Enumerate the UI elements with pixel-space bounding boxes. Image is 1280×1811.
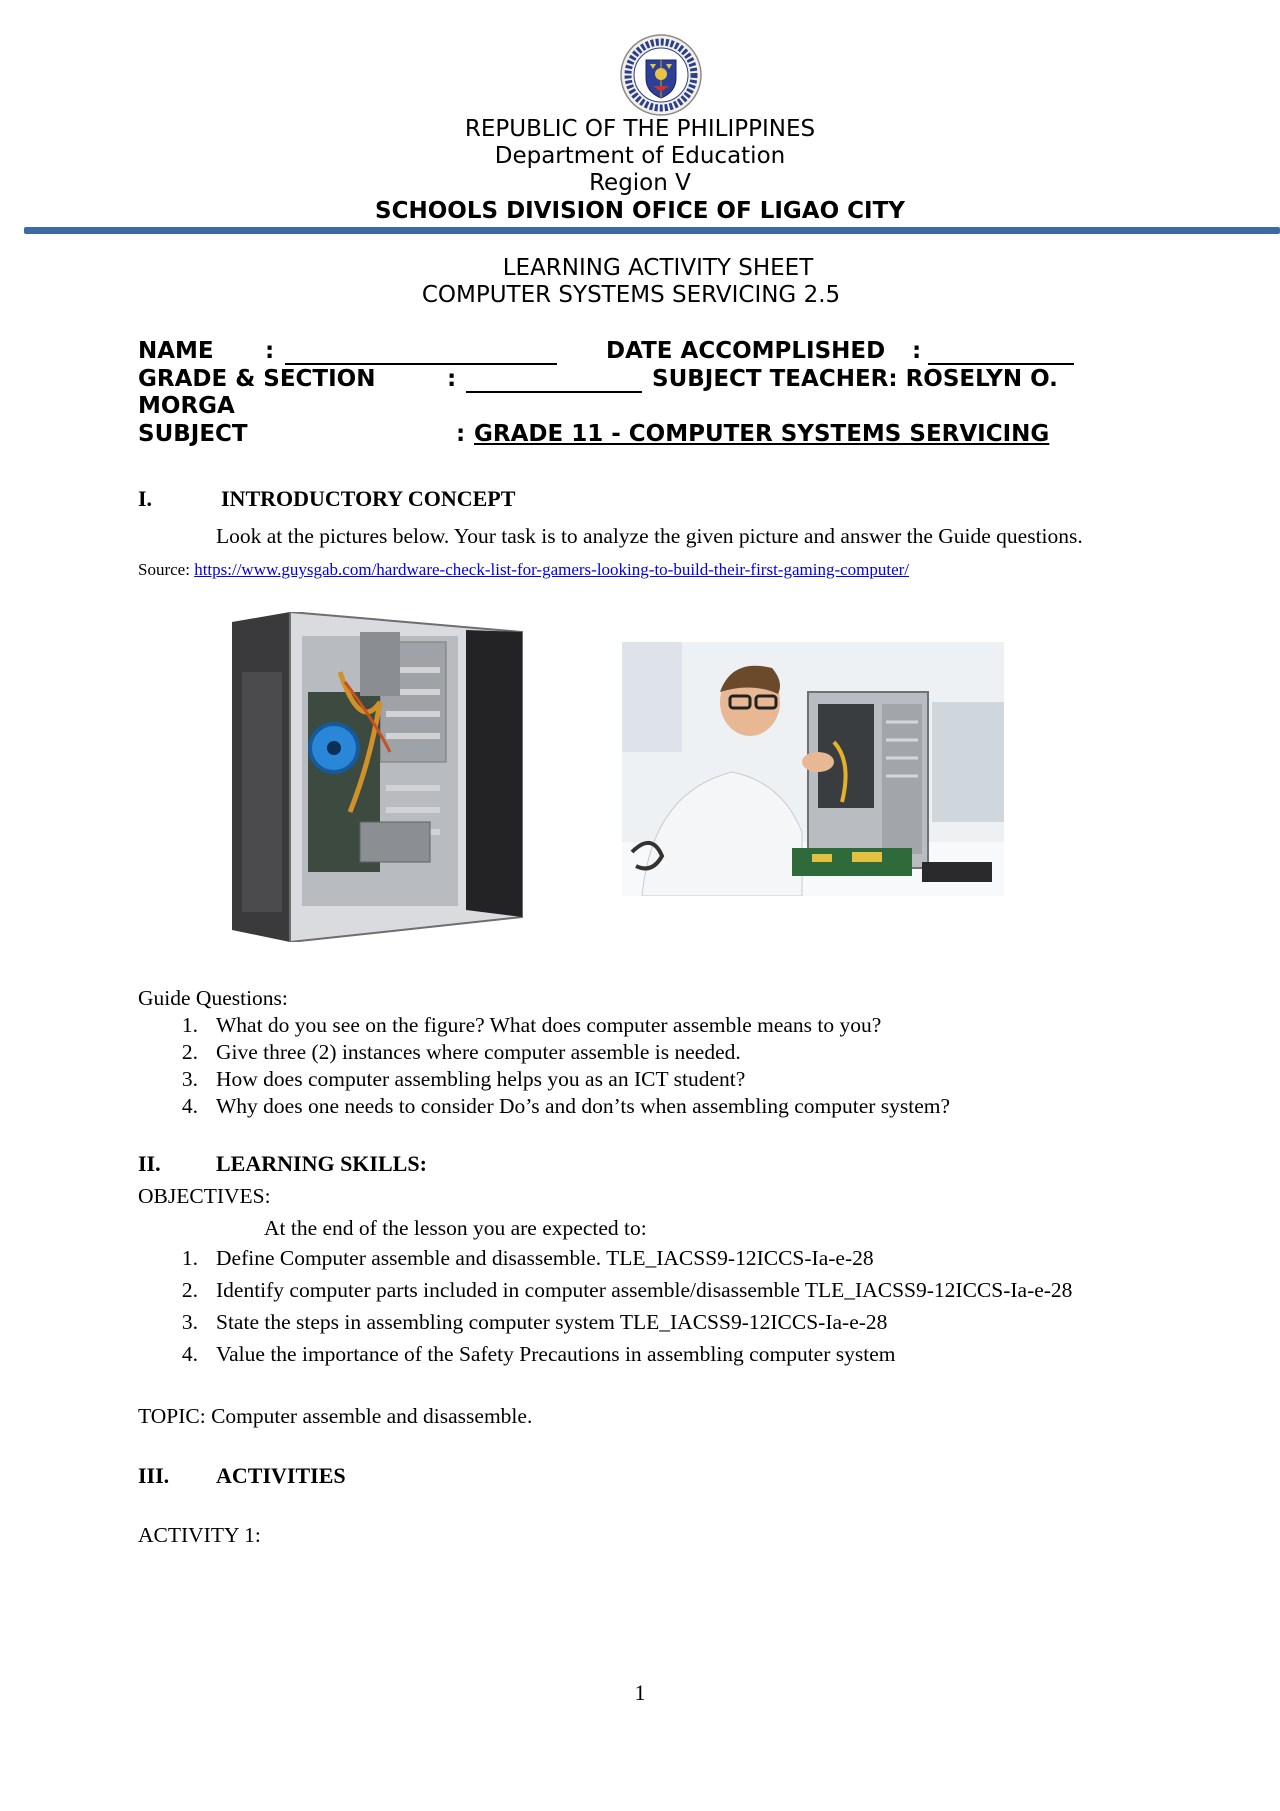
teacher-name-cont: MORGA bbox=[138, 393, 235, 419]
section1-number: I. bbox=[138, 486, 153, 511]
list-item-number: 4. bbox=[181, 1342, 198, 1366]
list-item-number: 1. bbox=[181, 1246, 198, 1270]
source-label: Source: bbox=[138, 560, 195, 579]
date-colon: : bbox=[912, 338, 922, 364]
list-item bbox=[158, 1066, 1158, 1093]
list-item bbox=[158, 1093, 1158, 1120]
list-item-number: 3. bbox=[181, 1310, 198, 1334]
header-department: Department of Education bbox=[494, 143, 786, 169]
objectives-label: OBJECTIVES: bbox=[138, 1184, 271, 1208]
section1-intro: Look at the pictures below. Your task is to analyze the given picture and answer the Guide questions. bbox=[216, 524, 1083, 548]
subject-value: GRADE 11 - COMPUTER SYSTEMS SERVICING bbox=[474, 421, 1050, 447]
list-item bbox=[158, 1341, 1158, 1368]
list-item-number: 4. bbox=[181, 1094, 198, 1118]
list-item-text: What do you see on the figure? What does computer assemble means to you? bbox=[216, 1013, 882, 1037]
list-item-text: Give three (2) instances where computer assemble is needed. bbox=[216, 1040, 741, 1064]
section1-title: INTRODUCTORY CONCEPT bbox=[221, 486, 516, 511]
list-item bbox=[158, 1309, 1158, 1336]
header-division: SCHOOLS DIVISION OFICE OF LIGAO CITY bbox=[375, 198, 905, 224]
page-number: 1 bbox=[634, 1680, 646, 1705]
section3-title: ACTIVITIES bbox=[216, 1463, 346, 1488]
list-item-text: State the steps in assembling computer system TLE_IACSS9-12ICCS-Ia-e-28 bbox=[216, 1310, 888, 1334]
subject-colon: : bbox=[456, 421, 466, 447]
list-item bbox=[158, 1039, 1158, 1066]
sheet-title: LEARNING ACTIVITY SHEET bbox=[502, 255, 814, 281]
list-item-number: 1. bbox=[181, 1013, 198, 1037]
activity1-label: ACTIVITY 1: bbox=[138, 1523, 261, 1547]
list-item-number: 2. bbox=[181, 1040, 198, 1064]
grade-colon: : bbox=[447, 366, 457, 392]
list-item-number: 2. bbox=[181, 1278, 198, 1302]
subject-label: SUBJECT bbox=[138, 421, 248, 447]
header-rule bbox=[24, 227, 1280, 234]
section3-number: III. bbox=[138, 1463, 170, 1488]
list-item bbox=[158, 1277, 1158, 1304]
list-item-text: How does computer assembling helps you as an ICT student? bbox=[216, 1067, 746, 1091]
header-region: Region V bbox=[589, 170, 691, 196]
list-item-text: Define Computer assemble and disassemble. TLE_IACSS9-12ICCS-Ia-e-28 bbox=[216, 1246, 874, 1270]
teacher-label: SUBJECT TEACHER: ROSELYN O. bbox=[652, 366, 1058, 392]
section2-number: II. bbox=[138, 1151, 161, 1176]
objectives-intro: At the end of the lesson you are expected to: bbox=[264, 1216, 647, 1240]
source-line bbox=[138, 560, 909, 580]
list-item-text: Why does one needs to consider Do’s and don’ts when assembling computer system? bbox=[216, 1094, 951, 1118]
computer-case-photo bbox=[230, 612, 530, 942]
list-item-text: Value the importance of the Safety Precautions in assembling computer system bbox=[216, 1342, 896, 1366]
header-republic: REPUBLIC OF THE PHILIPPINES bbox=[464, 116, 816, 142]
deped-seal-icon bbox=[620, 34, 702, 116]
grade-label: GRADE & SECTION bbox=[138, 366, 376, 392]
grade-blank[interactable] bbox=[466, 373, 642, 393]
technician-assembling-pc-photo bbox=[622, 642, 1004, 896]
name-label: NAME bbox=[138, 338, 214, 364]
source-link[interactable]: https://www.guysgab.com/hardware-check-list-for-gamers-looking-to-build-their-first-gaming-computer/ bbox=[194, 560, 910, 579]
list-item-text: Identify computer parts included in computer assemble/disassemble TLE_IACSS9-12ICCS-Ia-e-28 bbox=[216, 1278, 1073, 1302]
name-colon: : bbox=[265, 338, 275, 364]
topic-line: TOPIC: Computer assemble and disassemble. bbox=[138, 1404, 533, 1428]
date-blank[interactable] bbox=[928, 345, 1074, 365]
guide-title: Guide Questions: bbox=[138, 986, 288, 1010]
list-item bbox=[158, 1012, 1158, 1039]
name-blank[interactable] bbox=[285, 345, 557, 365]
date-label: DATE ACCOMPLISHED bbox=[606, 338, 886, 364]
sheet-subtitle: COMPUTER SYSTEMS SERVICING 2.5 bbox=[421, 282, 841, 308]
list-item-number: 3. bbox=[181, 1067, 198, 1091]
list-item bbox=[158, 1245, 1158, 1272]
section2-title: LEARNING SKILLS: bbox=[216, 1151, 427, 1176]
